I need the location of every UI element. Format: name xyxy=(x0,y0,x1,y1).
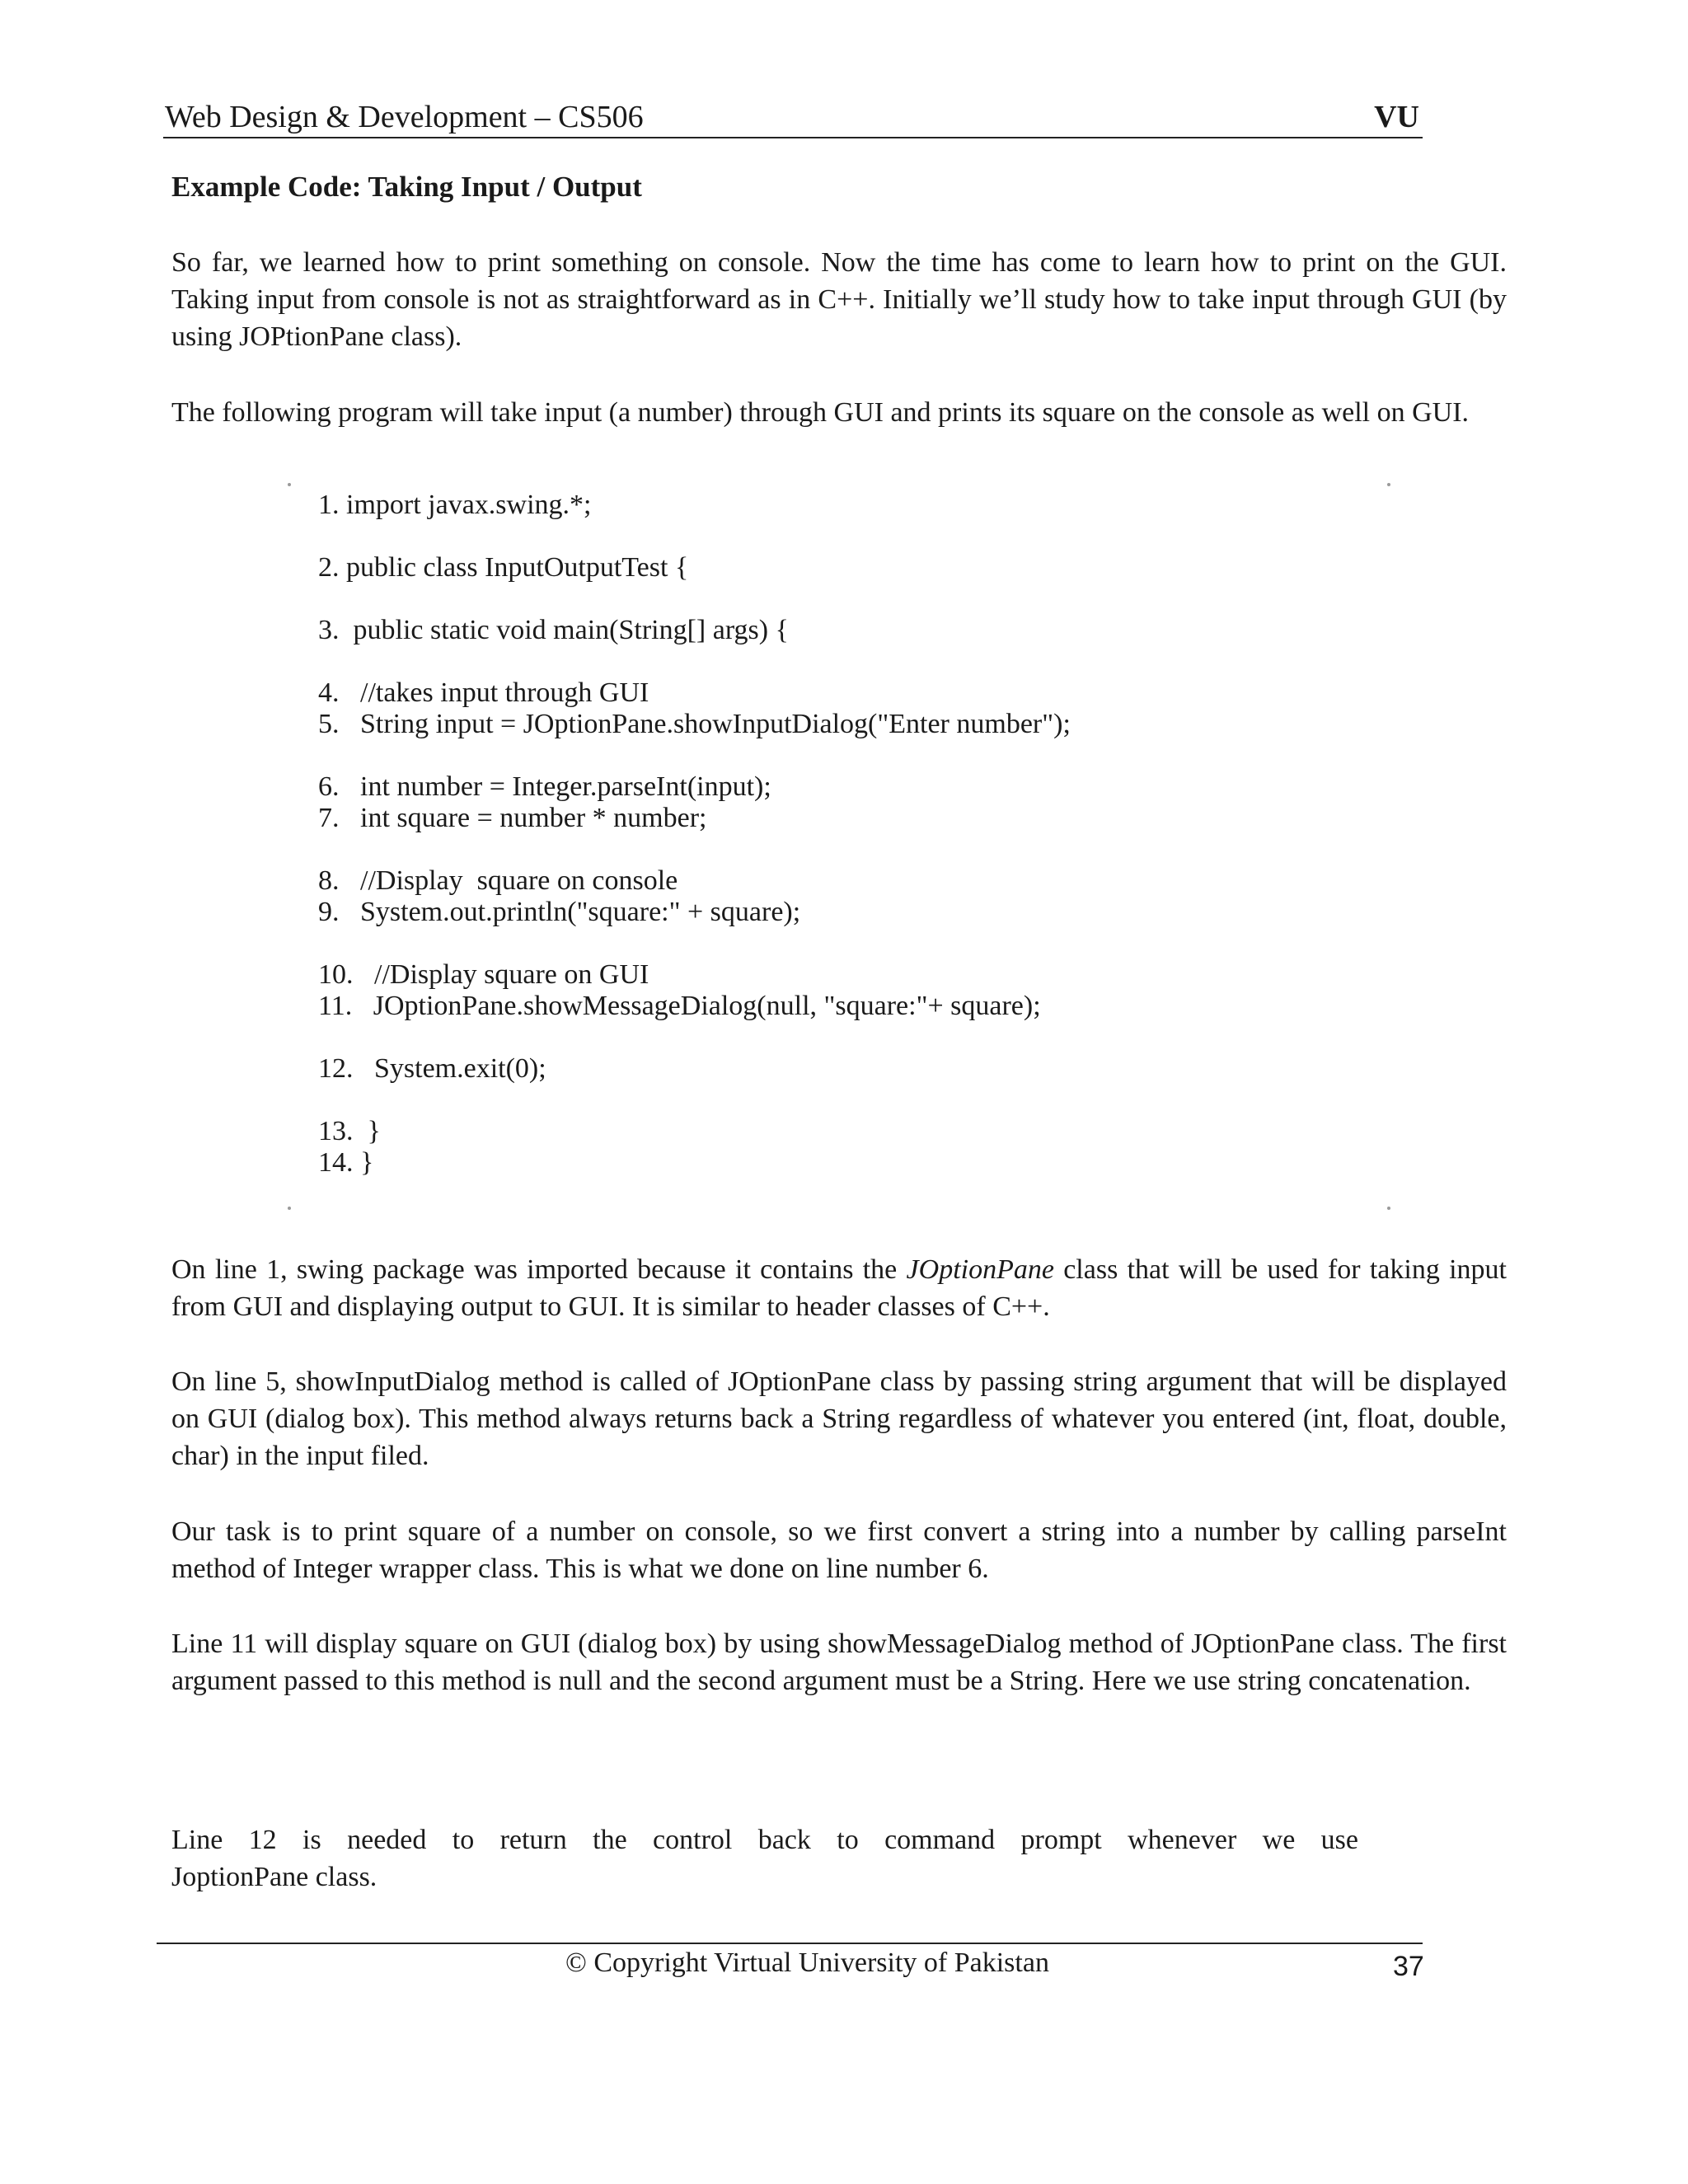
course-title: Web Design & Development – CS506 xyxy=(165,100,644,134)
explanation-paragraph-1: On line 1, swing package was imported because it contains the JOptionPane class that will be used for taking input from GUI and displaying output to GUI. It is similar to header classes of C++. xyxy=(171,1254,1507,1322)
jobtionpane-class-name: JOptionPane xyxy=(906,1254,1054,1285)
explanation-paragraph-5 xyxy=(171,1821,1358,1896)
code-line: 6. int number = Integer.parseInt(input); xyxy=(318,771,771,802)
section-heading: Example Code: Taking Input / Output xyxy=(171,171,642,203)
code-line: 8. //Display square on console xyxy=(318,865,678,896)
explanation-paragraph-3: Our task is to print square of a number on console, so we first convert a string into a number by calling parseInt method of Integer wrapper class. This is what we done on line number 6. xyxy=(171,1516,1507,1584)
explanation-paragraph-5-line-2: JoptionPane class. xyxy=(171,1862,377,1892)
page-header xyxy=(163,96,1423,138)
explanation-paragraph-5-line-1: Line 12 is needed to return the control back to command prompt whenever we use xyxy=(171,1825,1358,1855)
code-line: 10. //Display square on GUI xyxy=(318,959,649,990)
code-line: 5. String input = JOptionPane.showInputDialog("Enter number"); xyxy=(318,709,1071,739)
code-line: 9. System.out.println("square:" + square); xyxy=(318,897,801,927)
intro-paragraph-1: So far, we learned how to print something on console. Now the time has come to learn how to print on the GUI. Taking input from console is not as straightforward as in C++. Initially we’ll study how to take input through GUI (by using JOPtionPane class). xyxy=(171,247,1507,352)
intro-paragraph-2: The following program will take input (a number) through GUI and prints its square on the console as well on GUI. xyxy=(171,397,1470,428)
code-line: 12. System.exit(0); xyxy=(318,1053,546,1084)
scan-mark xyxy=(1387,483,1390,486)
scan-mark xyxy=(288,483,291,486)
page-number: 37 xyxy=(1393,1951,1424,1982)
scan-mark xyxy=(1387,1207,1390,1210)
code-line: 2. public class InputOutputTest { xyxy=(318,552,689,583)
code-line: 14. } xyxy=(318,1147,374,1178)
scan-mark xyxy=(288,1207,291,1210)
code-line: 7. int square = number * number; xyxy=(318,803,707,833)
code-line: 4. //takes input through GUI xyxy=(318,677,649,708)
explanation-paragraph-4: Line 11 will display square on GUI (dialog box) by using showMessageDialog method of JOptionPane class. The first argument passed to this method is null and the second argument must be a String. Here we use string concatenation. xyxy=(171,1629,1507,1696)
code-block xyxy=(318,490,1472,1178)
footer-rule xyxy=(157,1943,1423,1944)
code-line: 1. import javax.swing.*; xyxy=(318,490,592,520)
code-line: 3. public static void main(String[] args) { xyxy=(318,615,789,645)
code-line: 11. JOptionPane.showMessageDialog(null, "square:"+ square); xyxy=(318,991,1041,1021)
institution-abbr: VU xyxy=(1374,100,1419,134)
code-line: 13. } xyxy=(318,1116,381,1146)
explanation-paragraph-2: On line 5, showInputDialog method is called of JOptionPane class by passing string argument that will be displayed on GUI (dialog box). This method always returns back a String regardless of whatever you entered (int, float, double, char) in the input filed. xyxy=(171,1366,1507,1471)
footer-copyright: © Copyright Virtual University of Pakistan xyxy=(565,1947,1049,1978)
